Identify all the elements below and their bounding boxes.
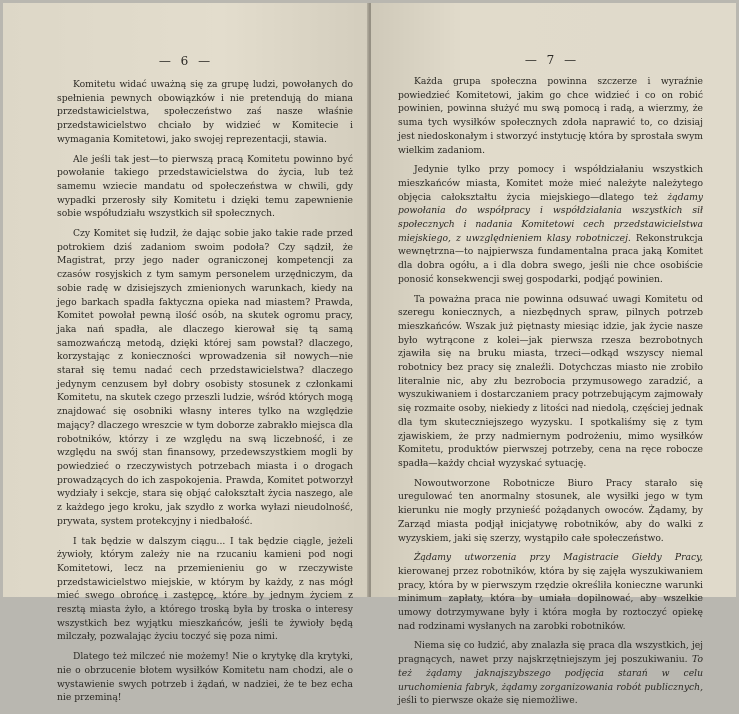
paragraph-text: jeśli to pierwsze okaże się niemożliwe. [398, 695, 578, 707]
book-spread [3, 3, 736, 707]
text-column [398, 75, 703, 714]
paragraph: Czy Komitet się łudził, że dając sobie jako takie rade przed potrokiem dziś zadaniom swoim podoła? Czy sądził, że Magistrat, przy jego nader ograniczonej kompetencji za czasów rosyjskich z tym samym personelem urzędniczym, da sobie radę w dzisiejszych zmienionych warunkach, kiedy na jego barkach spadła faktyczna opieka nad miastem? Prawda, Komitet powołał pewną ilość osób, na skutek ogromu pracy, jaka nań spadła, ale dlaczego kierował się tą samą samozwańczą metodą, dzięki której sam powstał? dlaczego, korzystając z konieczności wprowadzenia sił nowych—nie starał się temu nadać cech przedstawicielstwa? dlaczego jedynym cenzusem był dobry osobisty stosunek z członkami Komitetu, na skutek czego przeszli ludzie, wśród których mogą znajdować się osobniki własny interes tylko na względzie mający? dlaczego wreszcie w tym doborze zabrakło miejsca dla robotników, którzy i ze względu na swą liczebność, i ze względu na swój stan finansowy, przedewszystkiem mogli by powiedzieć o rzeczywistych potrzebach miasta i o drogach prowadzących do ich zaspokojenia. Prawda, Komitet potworzył wydziały i sekcje, stara się objąć całokształt życia naszego, ale z każdego jego kroku, jak szydło z worka wyłazi nieudolność, prywata, system protekcyjny i niedbałość. [57, 228, 353, 527]
paragraph [398, 639, 703, 708]
left-page [3, 3, 369, 704]
paragraph-text: Niema się co łudzić, aby znalazła się praca dla wszystkich, jej pragnących, nawet przy najskrzętniejszym jej poszukiwaniu. [398, 640, 703, 666]
paragraph-text: kierowanej przez robotników, która by się zajęła wyszukiwaniem pracy, która by w pierwszym rzędzie określiła konieczne warunki minimum zapłaty, która by umiała dopilnować, aby wszelkie umowy dotrzymywane były i która mogła by roztoczyć opiekę nad rodzinami wysłanych na zarobki robotników. [398, 565, 703, 632]
paragraph: Komitetu widać uważną się za grupę ludzi, powołanych do spełnienia pewnych obowiązków i nie pretendują do miana przedstawicielstwa, społeczeństwo zaś nasze właśnie przedstawicielstwo chciało by widzieć w Komitecie i wymagania Komitetowi, jako swojej reprezentacji, stawia. [57, 79, 353, 145]
paragraph [398, 163, 703, 286]
paragraph: Nowoutworzone Robotnicze Biuro Pracy starało się uregulować ten anormalny stosunek, ale wysiłki jego w tym kierunku nie mogły przynieść pożądanych owoców. Żądamy, by Zarząd miasta podjął inicjatywę robotników, aby do walki z wyzyskiem, jaki się szerzy, wystąpiło całe społeczeństwo. [398, 477, 703, 544]
demand-text: To też żądamy jaknajszybszego podjęcia starań w celu uruchomienia fabryk, żądamy zorganizowania robót publicznych, [398, 654, 703, 693]
paragraph: I tak będzie w dalszym ciągu... I tak będzie ciągle, jeżeli żywioły, którym zależy nie na rzucaniu kamieni pod nogi Komitetowi, lecz na przemienieniu go w rzeczywiste przedstawicielstwo miejskie, w którym by każdy, z nas mógł mieć swego obrońcę i zastępcę, które by jednym życiem z resztą miasta żyło, a którego troską była by troska o interesy wszystkich bez wyjątku mieszkańców, jeśli te żywioły będą milczały, pozwalając życiu toczyć się poza nimi. [57, 535, 353, 643]
paragraph-text: Rekonstrukcja wewnętrzna—to najpierwsza fundamentalna praca jaką Komitet dla dobra ogółu, a i dla dobra swego, jeśli nie chce osobiście ponosić konsekwencji swej gospodarki, podjąć powinien. [398, 232, 703, 285]
text-column [57, 78, 353, 711]
paragraph: Każda grupa społeczna powinna szczerze i wyraźnie powiedzieć Komitetowi, jakim go chce widzieć i co on robić powinien, powinna służyć mu swą pomocą i radą, a wierzmy, że suma tych wysiłków społecznych zdoła naprawić to, co dzisiaj jest niedoskonałym i stworzyć instytucję która by sprostała swym wielkim zadaniom. [398, 76, 703, 156]
page-number: — 7 — [524, 53, 580, 67]
paragraph-text: Jedynie tylko przy pomocy i współdziałaniu wszystkich mieszkańców miasta, Komitet może mieć należyte należytego objęcia całokształtu życia miejskiego—dlatego też [398, 164, 703, 203]
right-page [371, 3, 736, 707]
demand-text: żądamy powołania do współpracy i współdziałania wszystkich sił społecznych i nadania Komitetowi cech przedstawicielstwa miejskiego, z uwzględnieniem klasy robotniczej. [398, 191, 703, 244]
paragraph [398, 551, 703, 633]
paragraph: Ale jeśli tak jest—to pierwszą pracą Komitetu powinno być powołanie takiego przedstawicielstwa do życia, lub też samemu wziecie mandatu od społeczeństwa w chwili, gdy wypadki przerosły siły Komitetu i dzięki temu zapewnienie sobie współudziału wszystkich sił społecznych. [57, 153, 353, 220]
page-number: — 6 — [158, 54, 214, 68]
paragraph: Dlatego też milczeć nie możemy! Nie o krytykę dla krytyki, nie o obrzucenie błotem wysiłków Komitetu nam chodzi, ale o wystawienie swych potrzeb i żądań, w nadziei, że te bez echa nie przeminą! [57, 651, 353, 704]
demand-text: Żądamy utworzenia przy Magistracie Giełdy Pracy, [414, 552, 703, 564]
paragraph: Ta poważna praca nie powinna odsuwać uwagi Komitetu od szeregu koniecznych, a niezbędnych spraw, pilnych potrzeb mieszkańców. Wszak już piętnasty miesiąc idzie, jak życie nasze było wytrącone z kolei—jak pierwsza rzesza bezrobotnych zjawiła się na bruku miasta, trzeci—odkąd wszyscy niemal robotnicy bez pracy się znaleźli. Dotychczas miasto nie zrobiło literalnie nic, aby złu bezrobocia przymusowego zaradzić, a wyszukiwaniem i dostarczaniem pracy potrzebującym zajmowały się rozmaite osoby, niekiedy z litości nad niedolą, częściej jednak dla tym skuteczniejszego wyzysku. I spotkaliśmy się z tym zjawiskiem, że przy nadmiernym podrożeniu, mimo wysiłków Komitetu, produktów pierwszej potrzeby, cena na ręce robocze spadła—każdy chciał wyzyskać sytuację. [398, 293, 703, 469]
